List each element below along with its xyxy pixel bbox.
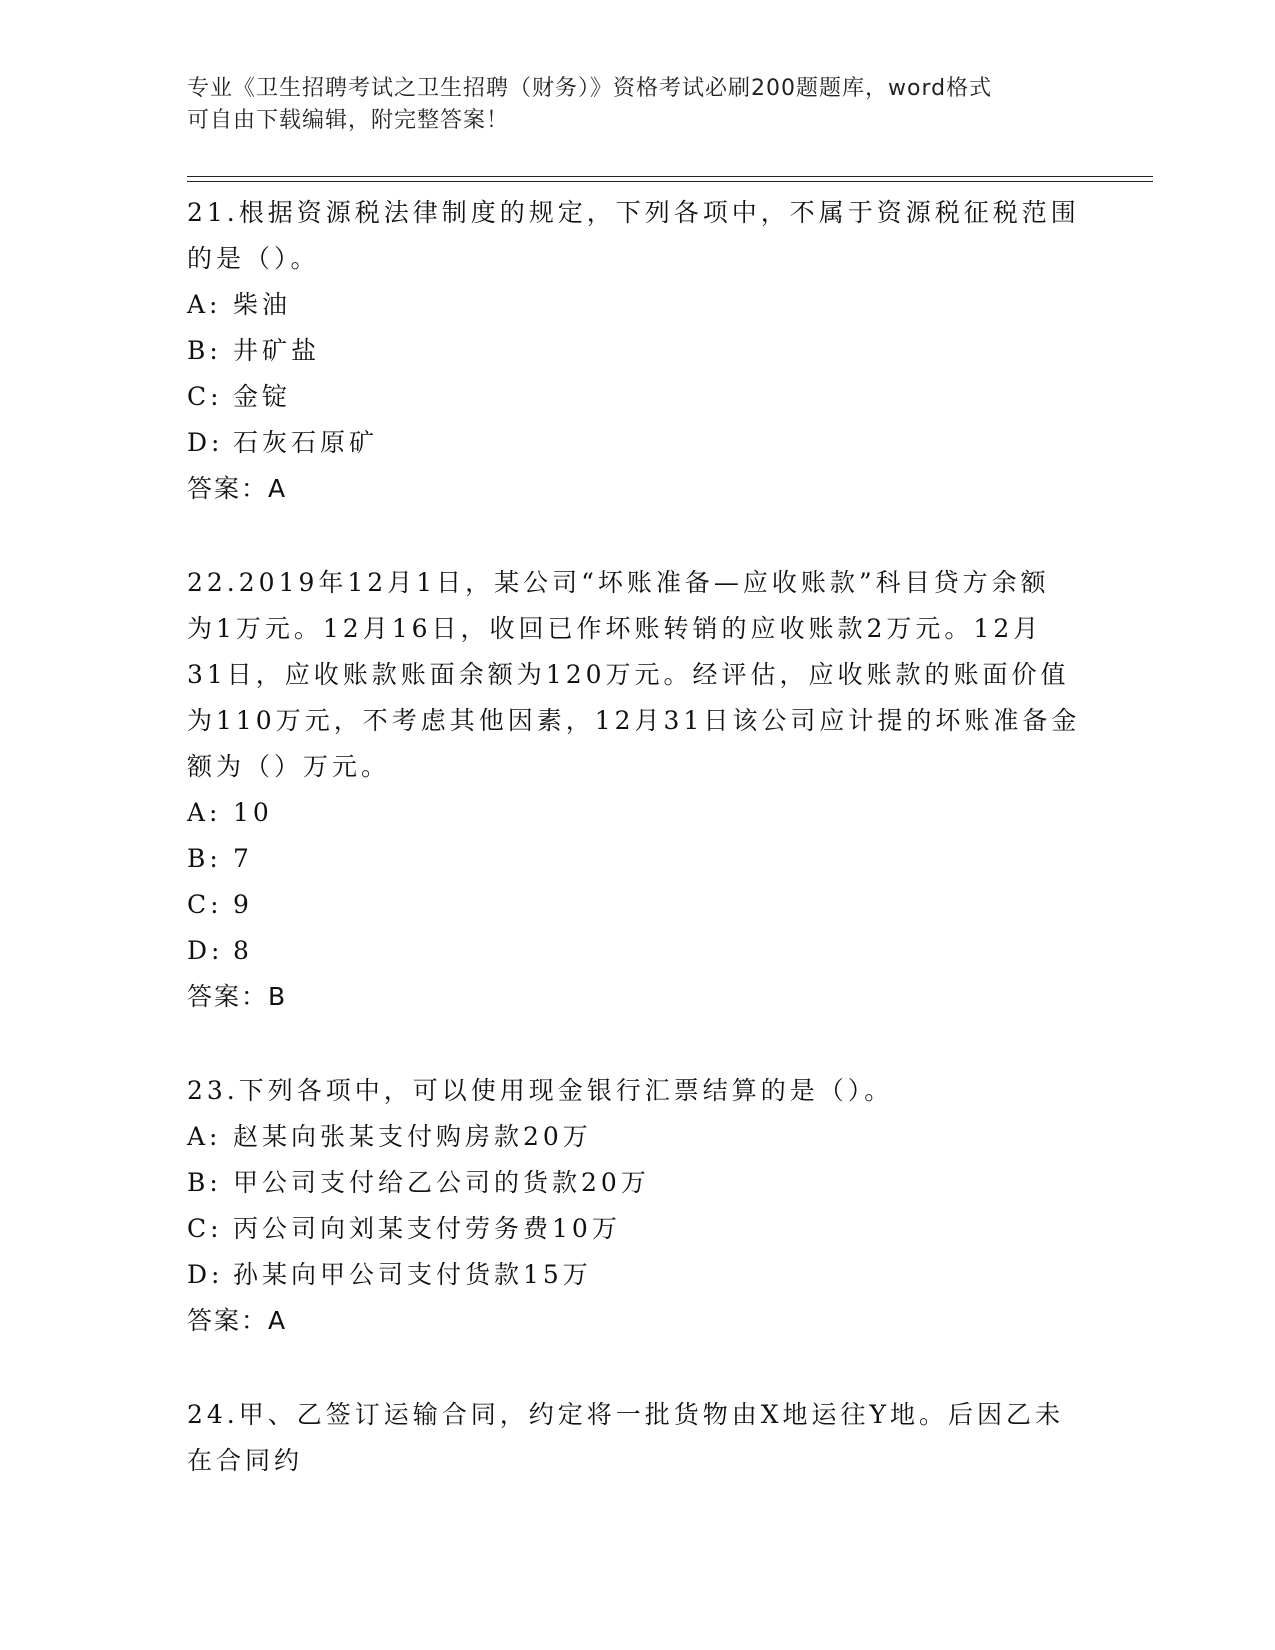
header-line-2: 可自由下载编辑，附完整答案！ <box>187 108 510 133</box>
option-text: 7 <box>233 844 253 873</box>
question-stem-line: 22.2019年12月1日，某公司“坏账准备—应收账款”科目贷方余额 <box>187 568 1050 597</box>
answer-option <box>187 1206 1087 1252</box>
option-text: 孙某向甲公司支付货款15万 <box>233 1260 592 1289</box>
question-block <box>187 1392 1087 1484</box>
header-divider-top <box>187 176 1153 177</box>
question-block <box>187 190 1087 512</box>
answer-option <box>187 928 1087 974</box>
header-line-1: 专业《卫生招聘考试之卫生招聘（财务）》资格考试必刷200题题库，word格式 <box>187 76 993 101</box>
option-text: 石灰石原矿 <box>233 428 379 457</box>
answer-option <box>187 282 1087 328</box>
option-key: C: <box>187 382 223 411</box>
option-text: 8 <box>233 936 253 965</box>
option-key: B: <box>187 1168 222 1197</box>
option-key: A: <box>187 1122 222 1151</box>
question-stem-line: 21.根据资源税法律制度的规定，下列各项中，不属于资源税征税范围 <box>187 198 1080 227</box>
question-stem-line: 24.甲、乙签订运输合同，约定将一批货物由X地运往Y地。后因乙未 <box>187 1400 1065 1429</box>
answer-option <box>187 328 1087 374</box>
question-stem-line: 31日，应收账款账面余额为120万元。经评估，应收账款的账面价值 <box>187 660 1070 689</box>
option-key: C: <box>187 890 223 919</box>
answer-line: 答案：A <box>187 1306 288 1335</box>
question-block <box>187 1068 1087 1344</box>
option-text: 井矿盐 <box>233 336 321 365</box>
question-stem-line: 23.下列各项中，可以使用现金银行汇票结算的是（）。 <box>187 1076 894 1105</box>
answer-line: 答案：B <box>187 982 288 1011</box>
answer-option <box>187 420 1087 466</box>
option-key: D: <box>187 428 224 457</box>
answer-line: 答案：A <box>187 474 288 503</box>
question-stem-line: 额为（）万元。 <box>187 752 391 781</box>
option-text: 金锭 <box>233 382 292 411</box>
answer-option <box>187 374 1087 420</box>
question-stem-line: 在合同约 <box>187 1446 304 1475</box>
option-text: 赵某向张某支付购房款20万 <box>233 1122 592 1151</box>
answer-option <box>187 790 1087 836</box>
option-text: 10 <box>233 798 273 827</box>
answer-option <box>187 1160 1087 1206</box>
option-key: B: <box>187 844 222 873</box>
option-key: B: <box>187 336 222 365</box>
option-text: 甲公司支付给乙公司的货款20万 <box>233 1168 650 1197</box>
question-stem-line: 为110万元，不考虑其他因素，12月31日该公司应计提的坏账准备金 <box>187 706 1081 735</box>
option-key: D: <box>187 936 224 965</box>
question-stem-line: 的是（）。 <box>187 244 320 273</box>
question-list <box>187 190 1087 1532</box>
question-block <box>187 560 1087 1020</box>
option-key: D: <box>187 1260 224 1289</box>
option-key: A: <box>187 290 222 319</box>
document-header <box>187 73 1067 137</box>
option-text: 丙公司向刘某支付劳务费10万 <box>233 1214 621 1243</box>
answer-option <box>187 882 1087 928</box>
option-text: 柴油 <box>233 290 292 319</box>
answer-option <box>187 1252 1087 1298</box>
answer-option <box>187 1114 1087 1160</box>
option-key: A: <box>187 798 222 827</box>
option-key: C: <box>187 1214 223 1243</box>
question-stem-line: 为1万元。12月16日，收回已作坏账转销的应收账款2万元。12月 <box>187 614 1043 643</box>
header-divider-bottom <box>187 181 1153 182</box>
answer-option <box>187 836 1087 882</box>
option-text: 9 <box>233 890 253 919</box>
